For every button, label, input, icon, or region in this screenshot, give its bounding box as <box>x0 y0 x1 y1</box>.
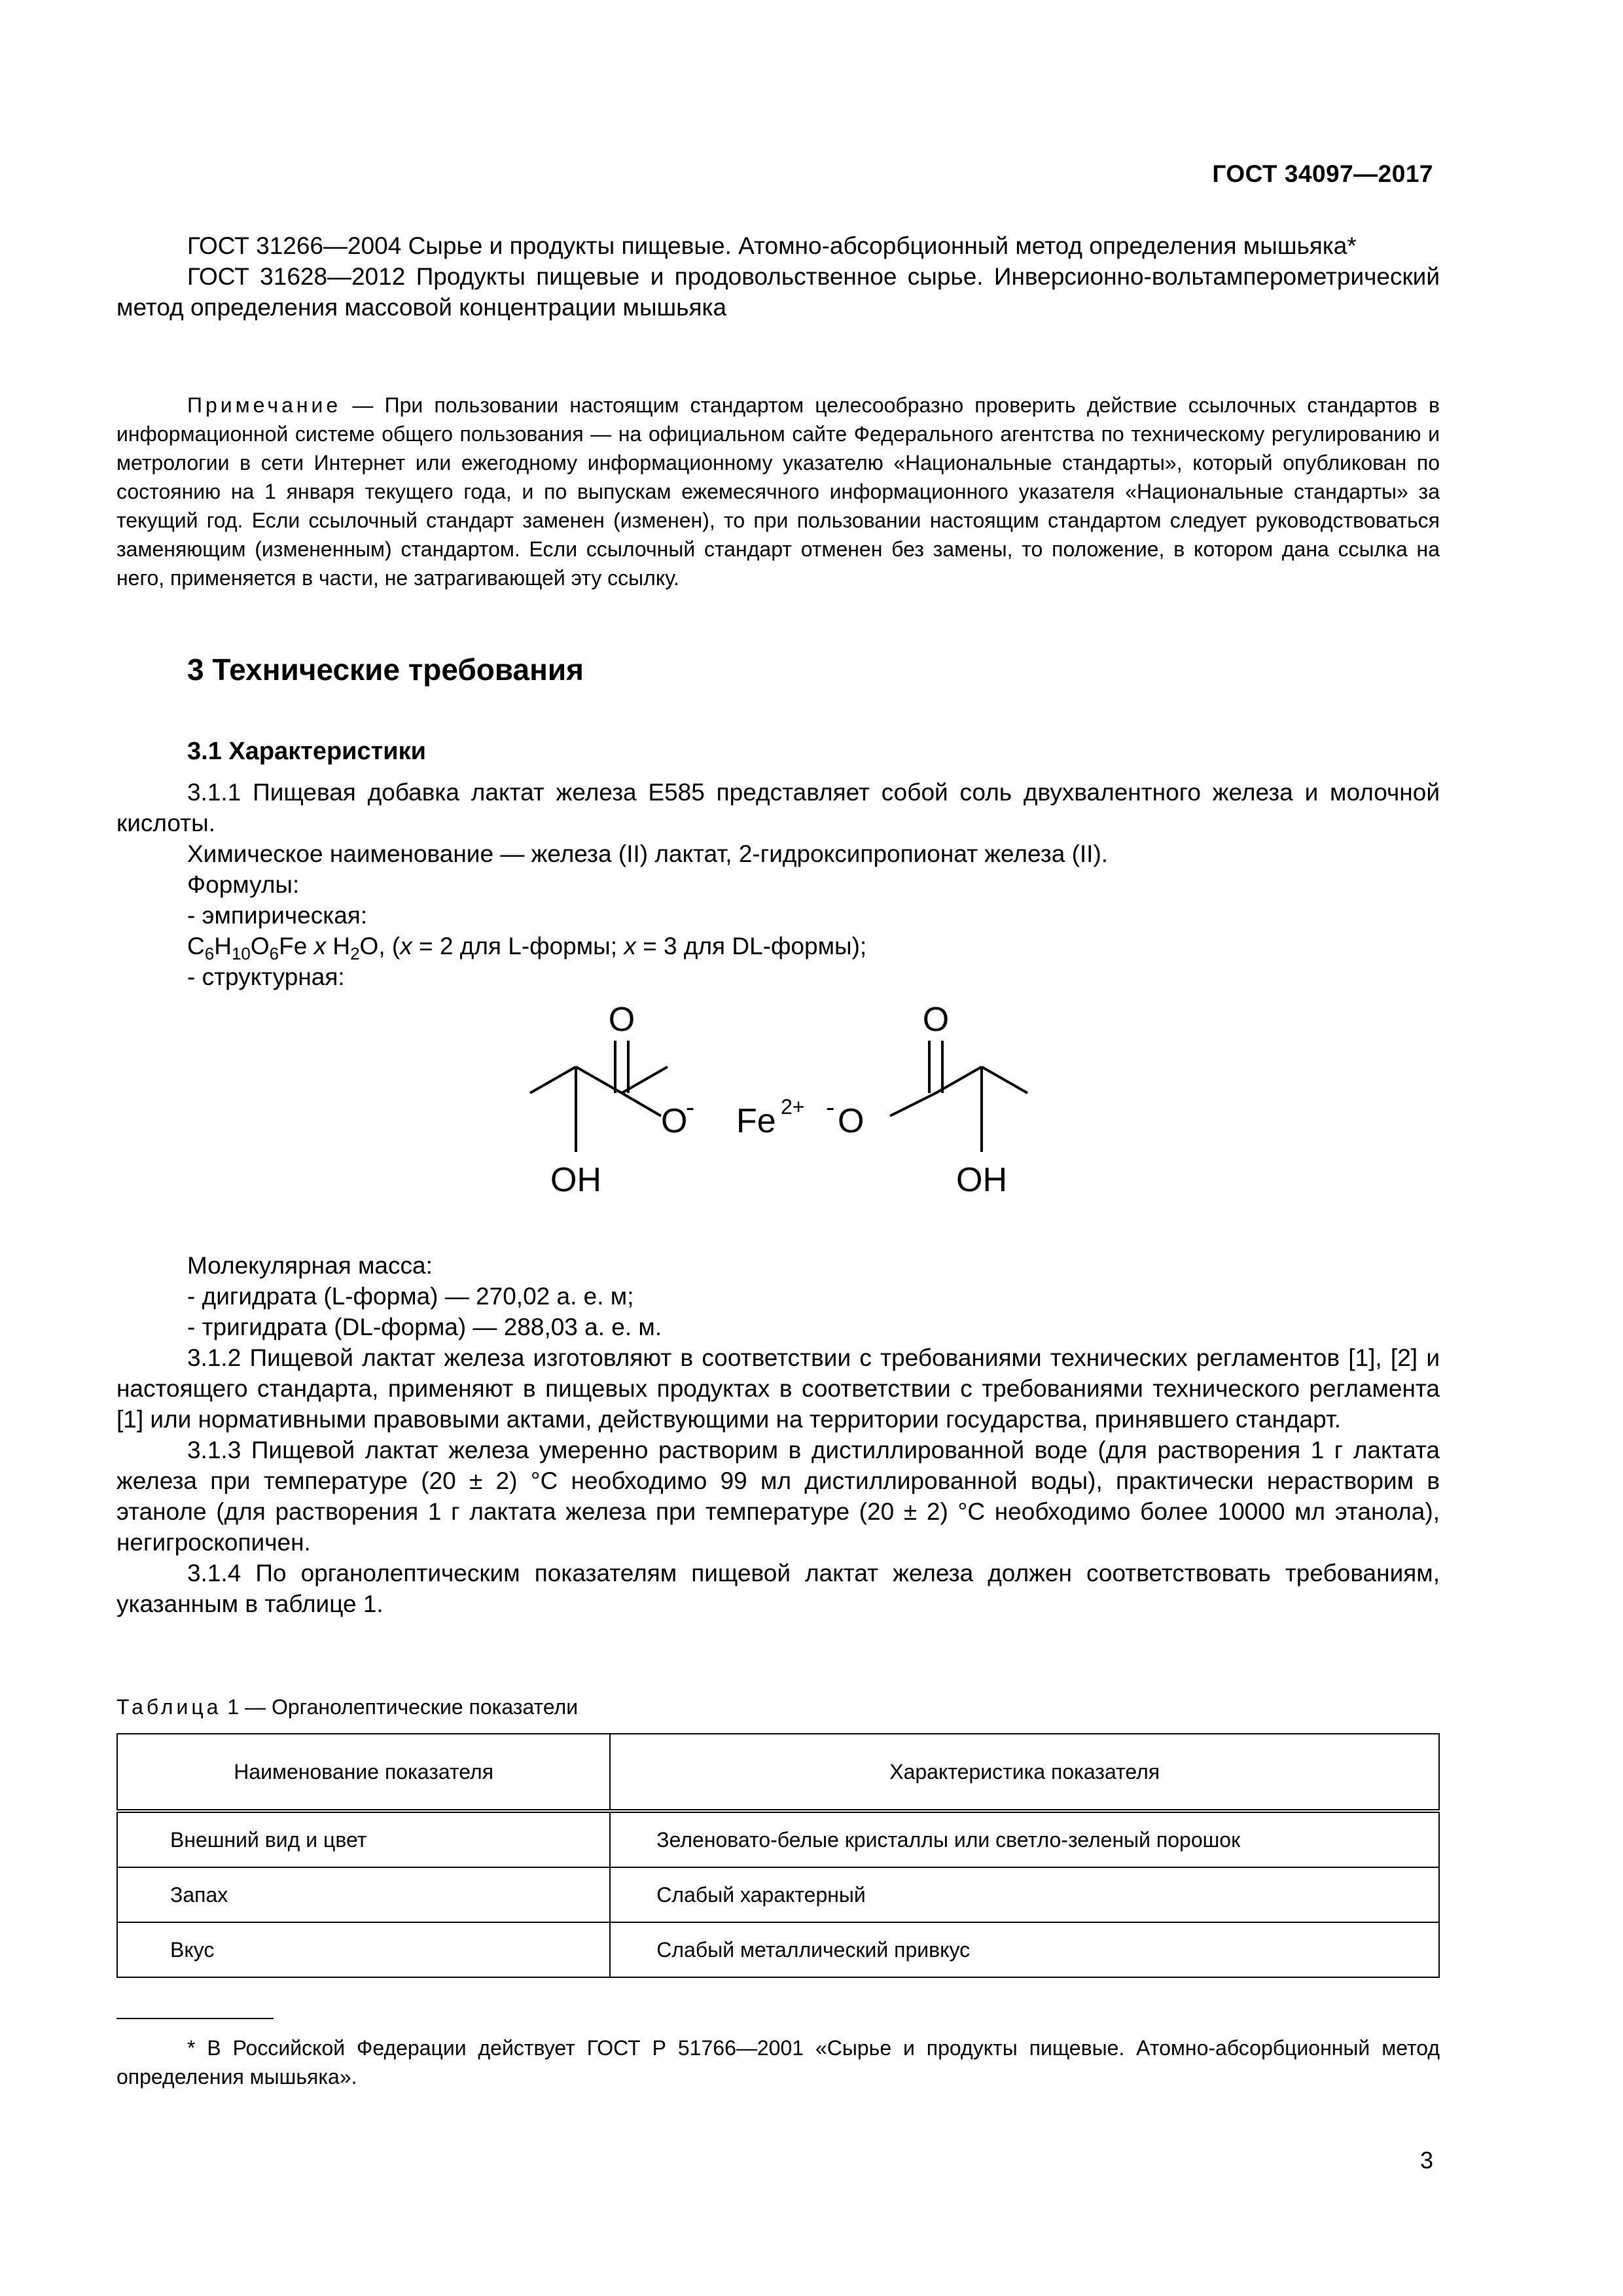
molecular-mass-label: Молекулярная масса: <box>187 1252 433 1279</box>
formulas-label: Формулы: <box>187 871 300 898</box>
molecular-mass-dihydrate: - дигидрата (L-форма) — 270,02 а. е. м; <box>187 1283 634 1310</box>
note-label: Примечание <box>187 393 342 417</box>
table-row <box>117 1922 1439 1977</box>
note-block <box>116 391 1440 592</box>
table-row <box>117 1867 1439 1922</box>
table-label: Таблица <box>116 1695 222 1719</box>
paragraph-3-1-3: 3.1.3 Пищевой лактат железа умеренно растворим в дистиллированной воде (для растворения 1 г лактата железа при температуре (20 ± 2) °С необходимо 99 мл дистиллированной воды), практически нерастворим в этаноле (для растворения 1 г лактата железа при температуре (20 ± 2) °С необходимо более 10000 мл этанола), негигроскопичен. <box>116 1437 1440 1556</box>
reference-item: ГОСТ 31266—2004 Сырье и продукты пищевые. Атомно-абсорбционный метод определения мышьяка* <box>187 232 1357 259</box>
table-cell: Внешний вид и цвет <box>117 1811 610 1867</box>
empirical-formula: $C_6H_{10}O_6Fe$ x $H_2O$, (x = 2 для L-формы; x = 3 для DL-формы); <box>187 933 867 963</box>
page-number: 3 <box>1419 2147 1433 2174</box>
molecular-mass-trihydrate: - тригидрата (DL-форма) — 288,03 а. е. м. <box>187 1314 662 1340</box>
subsection-title: 3.1 Характеристики <box>187 738 427 765</box>
oxygen-anion-left: O <box>661 1102 688 1140</box>
table-cell: Запах <box>117 1867 610 1922</box>
table-cell: Зеленовато-белые кристаллы или светло-зеленый порошок <box>610 1811 1439 1867</box>
organoleptic-table <box>116 1733 1440 1978</box>
table-header-row <box>117 1734 1439 1811</box>
paragraph-3-1-2: 3.1.2 Пищевой лактат железа изготовляют в соответствии с требованиями технических регламентов [1], [2] и настоящего стандарта, применяют в пищевых продуктах в соответствии с требованиями технического регламента [1] или нормативными правовыми актами, действующими на территории государства, принявшего стандарт. <box>116 1344 1440 1433</box>
footnote-text: * В Российской Федерации действует ГОСТ Р 51766—2001 «Сырье и продукты пищевые. Атомно-абсорбционный метод определения мышьяка». <box>116 2036 1440 2089</box>
hydroxyl-label-right: OH <box>956 1161 1007 1199</box>
subsection-heading <box>116 736 1440 767</box>
section-heading <box>116 655 1440 685</box>
note-text: — При пользовании настоящим стандартом целесообразно проверить действие ссылочных стандартов в информационной системе общего пользования — на официальном сайте Федерального агентства по техническому регулированию и метрологии в сети Интернет или ежегодному информационному указателю «Национальные стандарты», который опубликован по состоянию на 1 января текущего года, и по выпускам ежемесячного информационного указателя «Национальные стандарты» за текущий год. Если ссылочный стандарт заменен (изменен), то при пользовании настоящим стандартом следует руководствоваться заменяющим (измененным) стандартом. Если ссылочный стандарт отменен без замены, то положение, в котором дана ссылка на него, применяется в части, не затрагивающей эту ссылку. <box>116 393 1440 590</box>
footnote <box>116 2034 1440 2091</box>
table-row <box>117 1811 1439 1867</box>
table-cell: Вкус <box>117 1922 610 1977</box>
table-cell: Слабый металлический привкус <box>610 1922 1439 1977</box>
table-title: 1 — Органолептические показатели <box>221 1695 579 1719</box>
structural-label: - структурная: <box>187 963 345 990</box>
iron-charge: 2+ <box>781 1095 805 1119</box>
paragraph-3-1-1: 3.1.1 Пищевая добавка лактат железа Е585 представляет собой соль двухвалентного железа и молочной кислоты. <box>116 779 1440 836</box>
column-header: Характеристика показателя <box>610 1734 1439 1811</box>
column-header: Наименование показателя <box>117 1734 610 1811</box>
footnote-divider <box>116 2018 274 2019</box>
oxygen-label-left: O <box>608 1001 635 1039</box>
section-title: 3 Технические требования <box>187 653 584 687</box>
paragraph-3-1-4: 3.1.4 По органолептическим показателям пищевой лактат железа должен соответствовать требованиям, указанным в таблице 1. <box>116 1560 1440 1617</box>
page-header: ГОСТ 34097—2017 <box>1212 160 1433 187</box>
hydroxyl-label-left: OH <box>550 1161 601 1199</box>
characteristics-text <box>116 777 1440 992</box>
reference-item: ГОСТ 31628—2012 Продукты пищевые и продовольственное сырье. Инверсионно-вольтамперометрический метод определения массовой концентрации мышьяка <box>116 263 1440 321</box>
chemical-name: Химическое наименование — железа (II) лактат, 2-гидроксипропионат железа (II). <box>187 840 1109 867</box>
table-cell: Слабый характерный <box>610 1867 1439 1922</box>
charge-minus-right: - <box>826 1093 835 1122</box>
iron-label: Fe <box>736 1102 776 1140</box>
table-caption <box>116 1695 578 1719</box>
molecular-mass-and-requirements <box>116 1250 1440 1619</box>
empirical-label: - эмпирическая: <box>187 902 368 929</box>
charge-minus-left: - <box>686 1093 695 1122</box>
normative-references <box>116 230 1440 323</box>
oxygen-label-right: O <box>922 1001 950 1039</box>
structural-formula <box>510 995 1047 1211</box>
oxygen-anion-right: O <box>838 1102 865 1140</box>
